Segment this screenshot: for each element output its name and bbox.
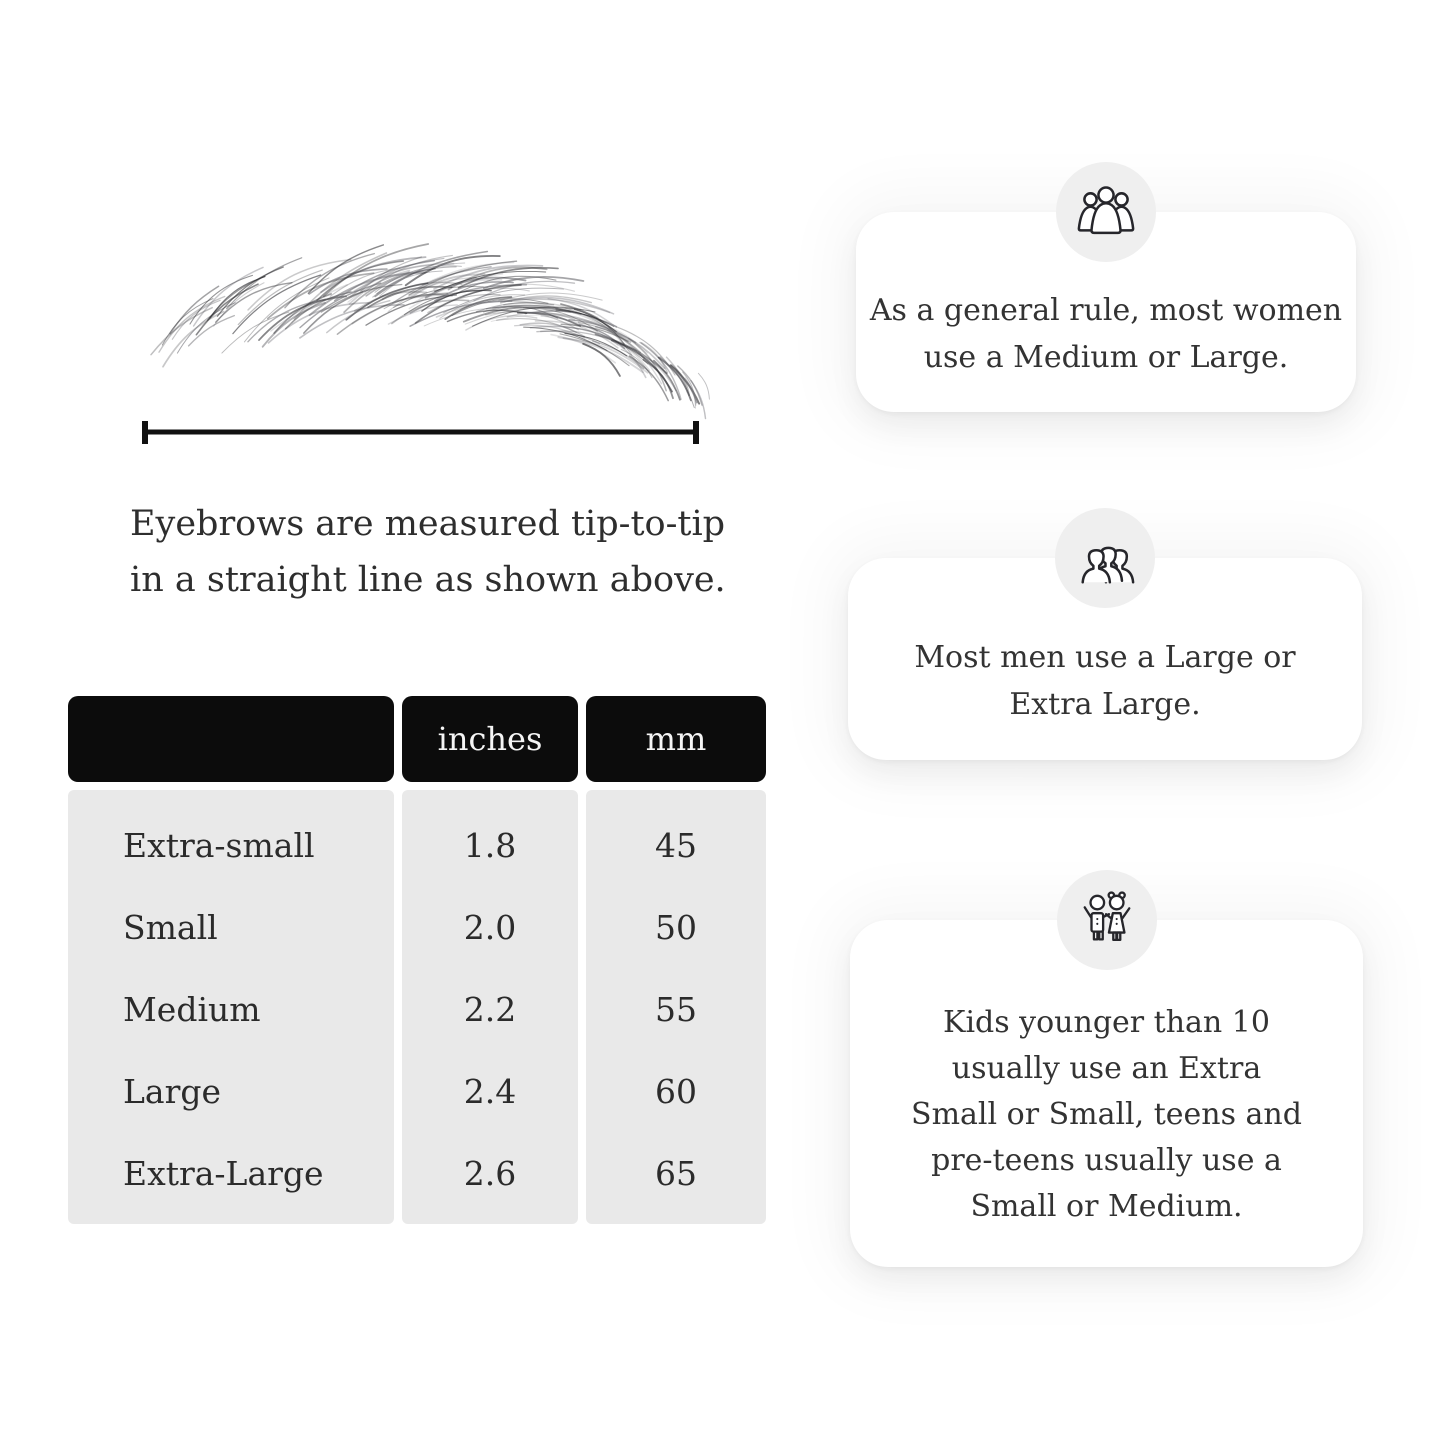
table-row-label: Small [123,907,218,947]
info-card-kids [850,920,1363,1267]
icon-circle [1057,870,1157,970]
caption-line: in a straight line as shown above. [130,560,726,600]
table-header-row [68,696,766,782]
card-text-line: Extra Large. [1009,686,1201,722]
table-cell-inches: 2.0 [463,907,517,947]
table-cell-mm: 65 [655,1153,697,1193]
men-group-icon [1074,527,1136,589]
table-column-labels [68,790,394,1224]
card-text-line: Small or Medium. [970,1189,1243,1224]
table-cell-inches: 2.2 [463,989,517,1029]
card-text [911,1000,1302,1230]
icon-circle [1056,162,1156,262]
measurement-line [145,421,696,444]
table-row-label: Extra-small [123,825,315,865]
eyebrow-illustration [95,235,725,465]
table-cell-inches: 2.4 [463,1071,517,1111]
card-text-line: use a Medium or Large. [923,339,1289,375]
icon-circle [1055,508,1155,608]
card-text-line: Most men use a Large or [914,639,1296,675]
table-cell-mm: 55 [655,989,697,1029]
table-cell-mm: 60 [655,1071,697,1111]
card-text [870,287,1342,381]
measurement-caption [130,496,750,608]
women-group-icon [1075,181,1137,243]
table-row-label: Large [123,1071,222,1111]
table-row-label: Medium [123,989,261,1029]
table-cell-mm: 45 [655,825,697,865]
table-cell-inches: 2.6 [463,1153,517,1193]
table-header-mm: mm [586,696,766,782]
card-text [914,634,1295,728]
table-cell-inches: 1.8 [463,825,517,865]
card-text-line: Kids younger than 10 [943,1005,1270,1040]
table-header-inches: inches [402,696,578,782]
card-text-line: As a general rule, most women [869,292,1343,328]
table-header-blank [68,696,394,782]
table-column-mm [586,790,766,1224]
card-text-line: pre-teens usually use a [931,1143,1282,1178]
table-column-inches [402,790,578,1224]
size-table [68,696,766,1224]
table-cell-mm: 50 [655,907,697,947]
info-card-women [856,212,1356,412]
card-text-line: Small or Small, teens and [911,1097,1302,1132]
card-text-line: usually use an Extra [951,1051,1262,1086]
eyebrow-hairs [151,244,709,419]
table-body [68,790,766,1224]
kids-icon [1076,889,1138,951]
caption-line: Eyebrows are measured tip-to-tip [130,504,726,544]
info-card-men [848,558,1362,760]
table-row-label: Extra-Large [123,1153,324,1193]
